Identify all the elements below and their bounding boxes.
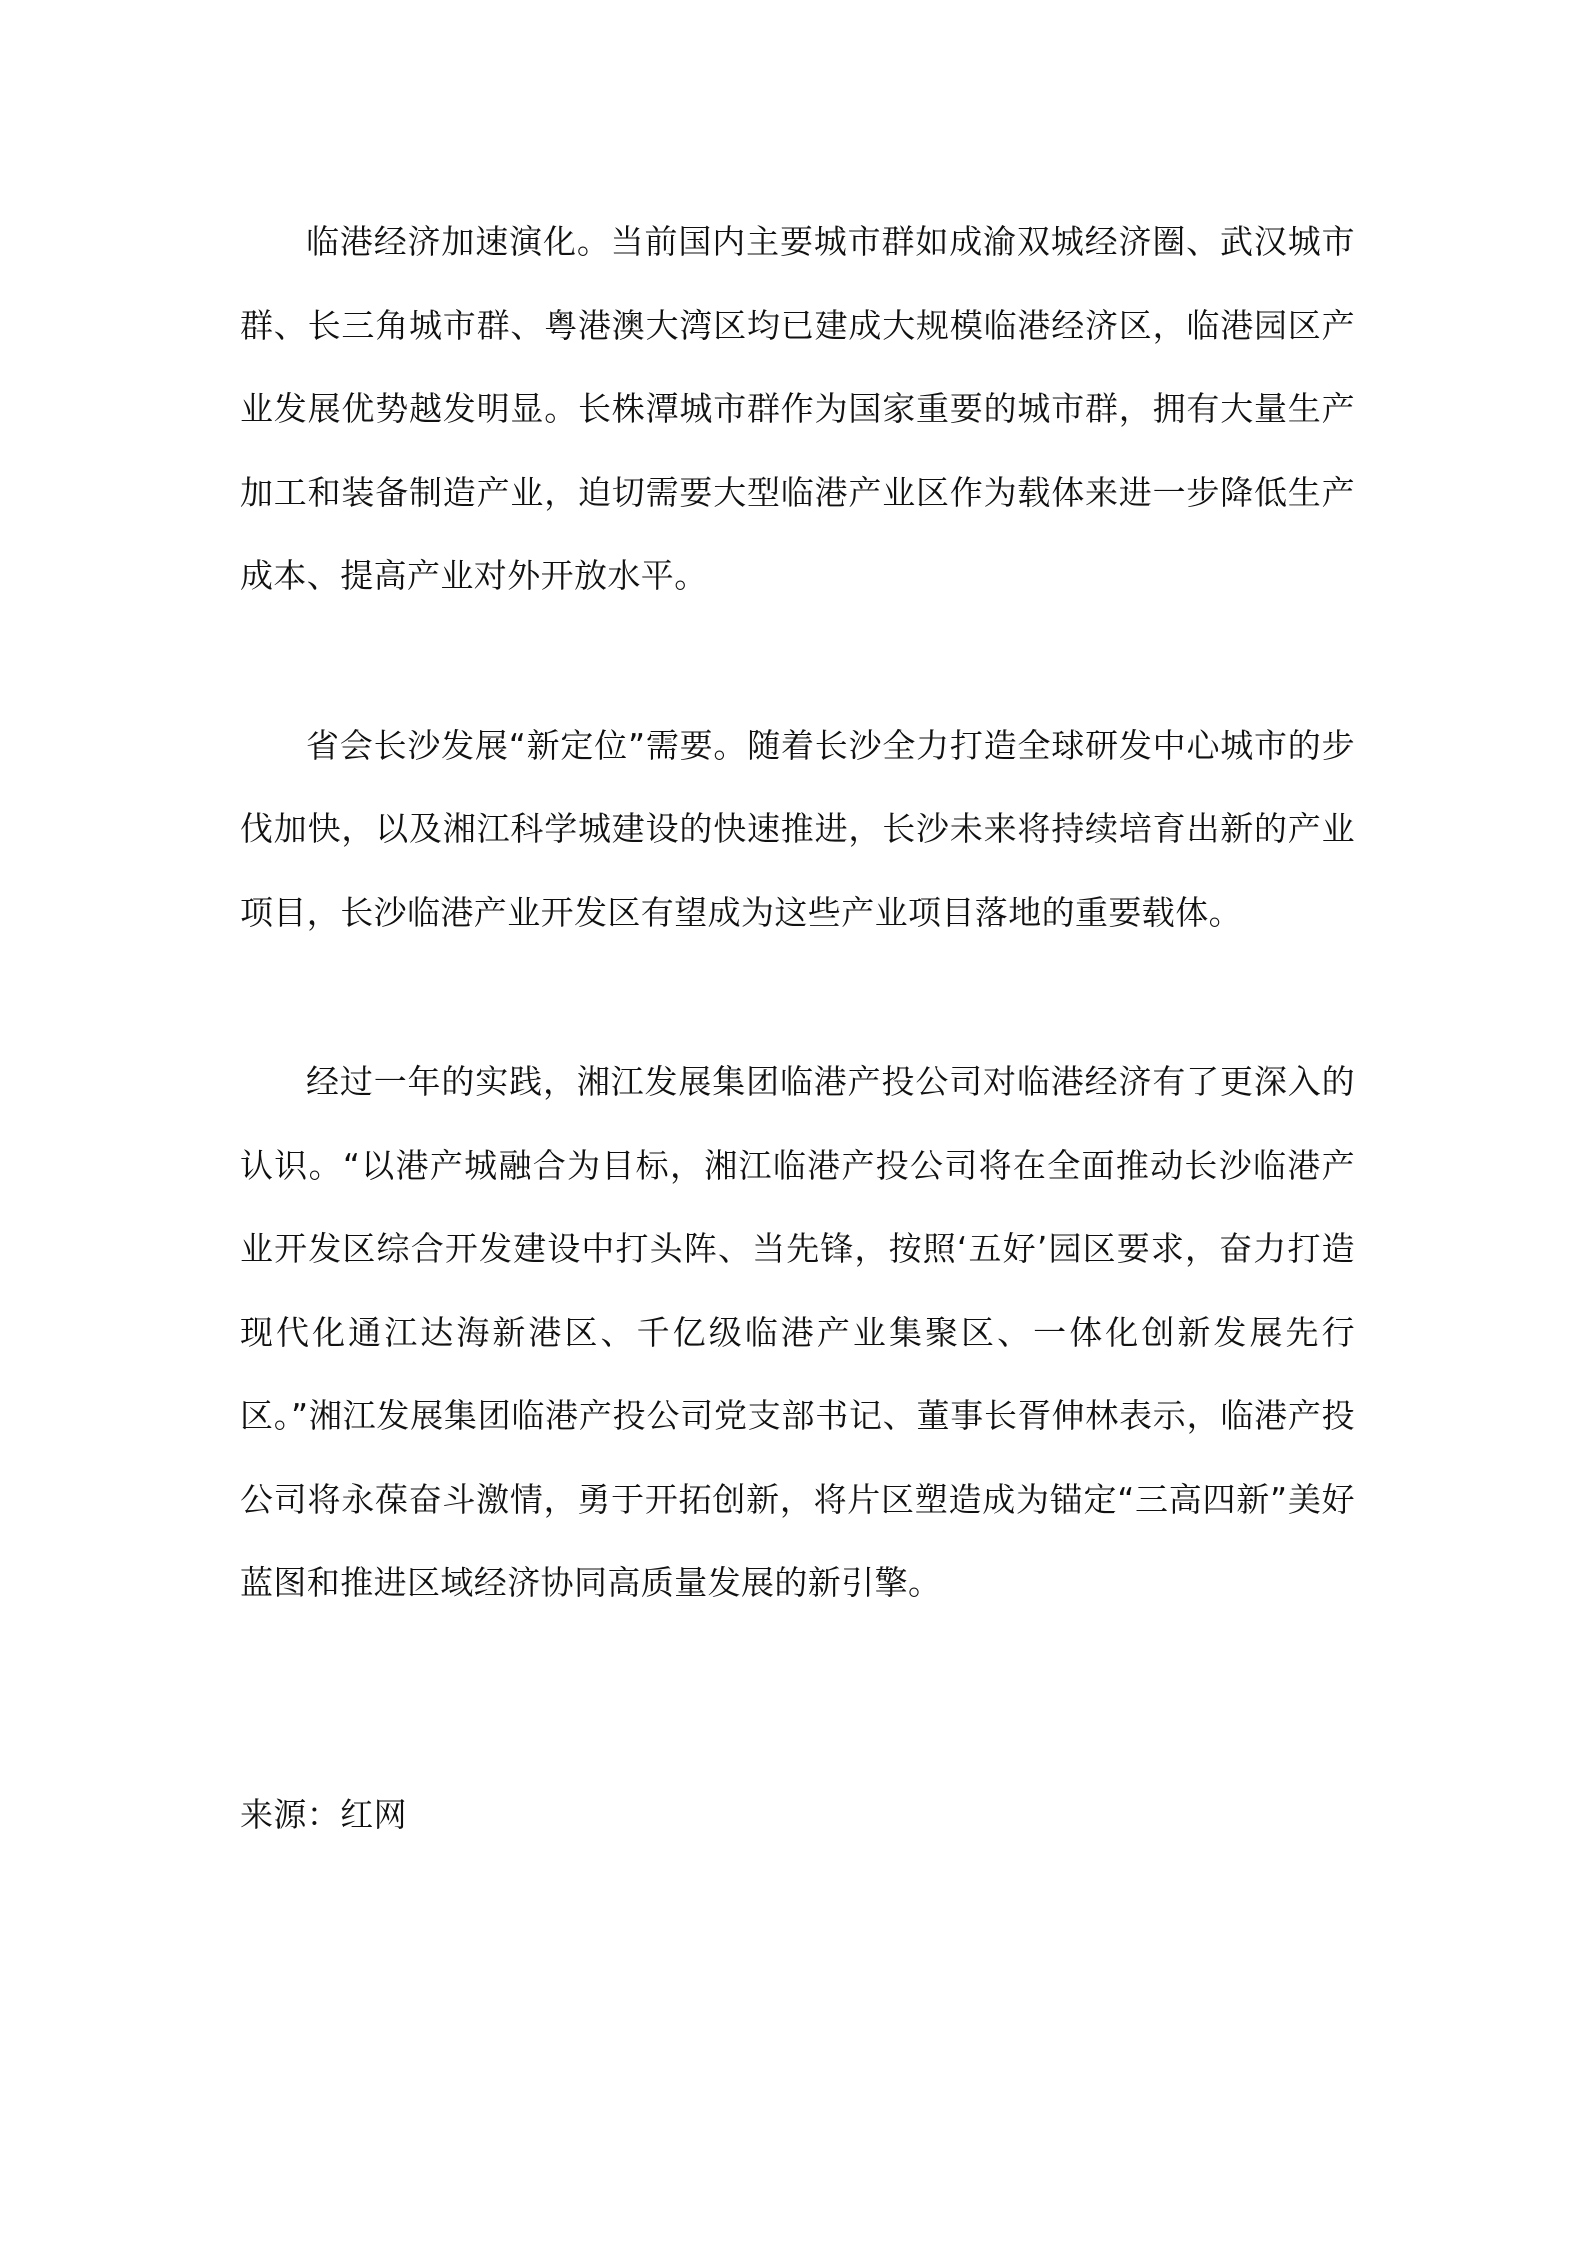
document-page bbox=[240, 200, 1355, 1856]
paragraph-one-year-practice: 经过一年的实践，湘江发展集团临港产投公司对临港经济有了更深入的认识。“以港产城融合为目标，湘江临港产投公司将在全面推动长沙临港产业开发区综合开发建设中打头阵、当先锋，按照‘五好’园区要求，奋力打造现代化通江达海新港区、千亿级临港产业集聚区、一体化创新发展先行区。”湘江发展集团临港产投公司党支部书记、董事长胥伸林表示，临港产投公司将永葆奋斗激情，勇于开拓创新，将片区塑造成为锚定“三高四新”美好蓝图和推进区域经济协同高质量发展的新引擎。 bbox=[240, 1062, 1355, 1602]
article-source: 来源：红网 bbox=[240, 1794, 407, 1834]
paragraph-changsha-positioning: 省会长沙发展“新定位”需要。随着长沙全力打造全球研发中心城市的步伐加快，以及湘江科学城建设的快速推进，长沙未来将持续培育出新的产业项目，长沙临港产业开发区有望成为这些产业项目落地的重要载体。 bbox=[240, 725, 1355, 932]
paragraph-lingang-economy: 临港经济加速演化。当前国内主要城市群如成渝双城经济圈、武汉城市群、长三角城市群、粤港澳大湾区均已建成大规模临港经济区，临港园区产业发展优势越发明显。长株潭城市群作为国家重要的城市群，拥有大量生产加工和装备制造产业，迫切需要大型临港产业区作为载体来进一步降低生产成本、提高产业对外开放水平。 bbox=[240, 222, 1355, 595]
